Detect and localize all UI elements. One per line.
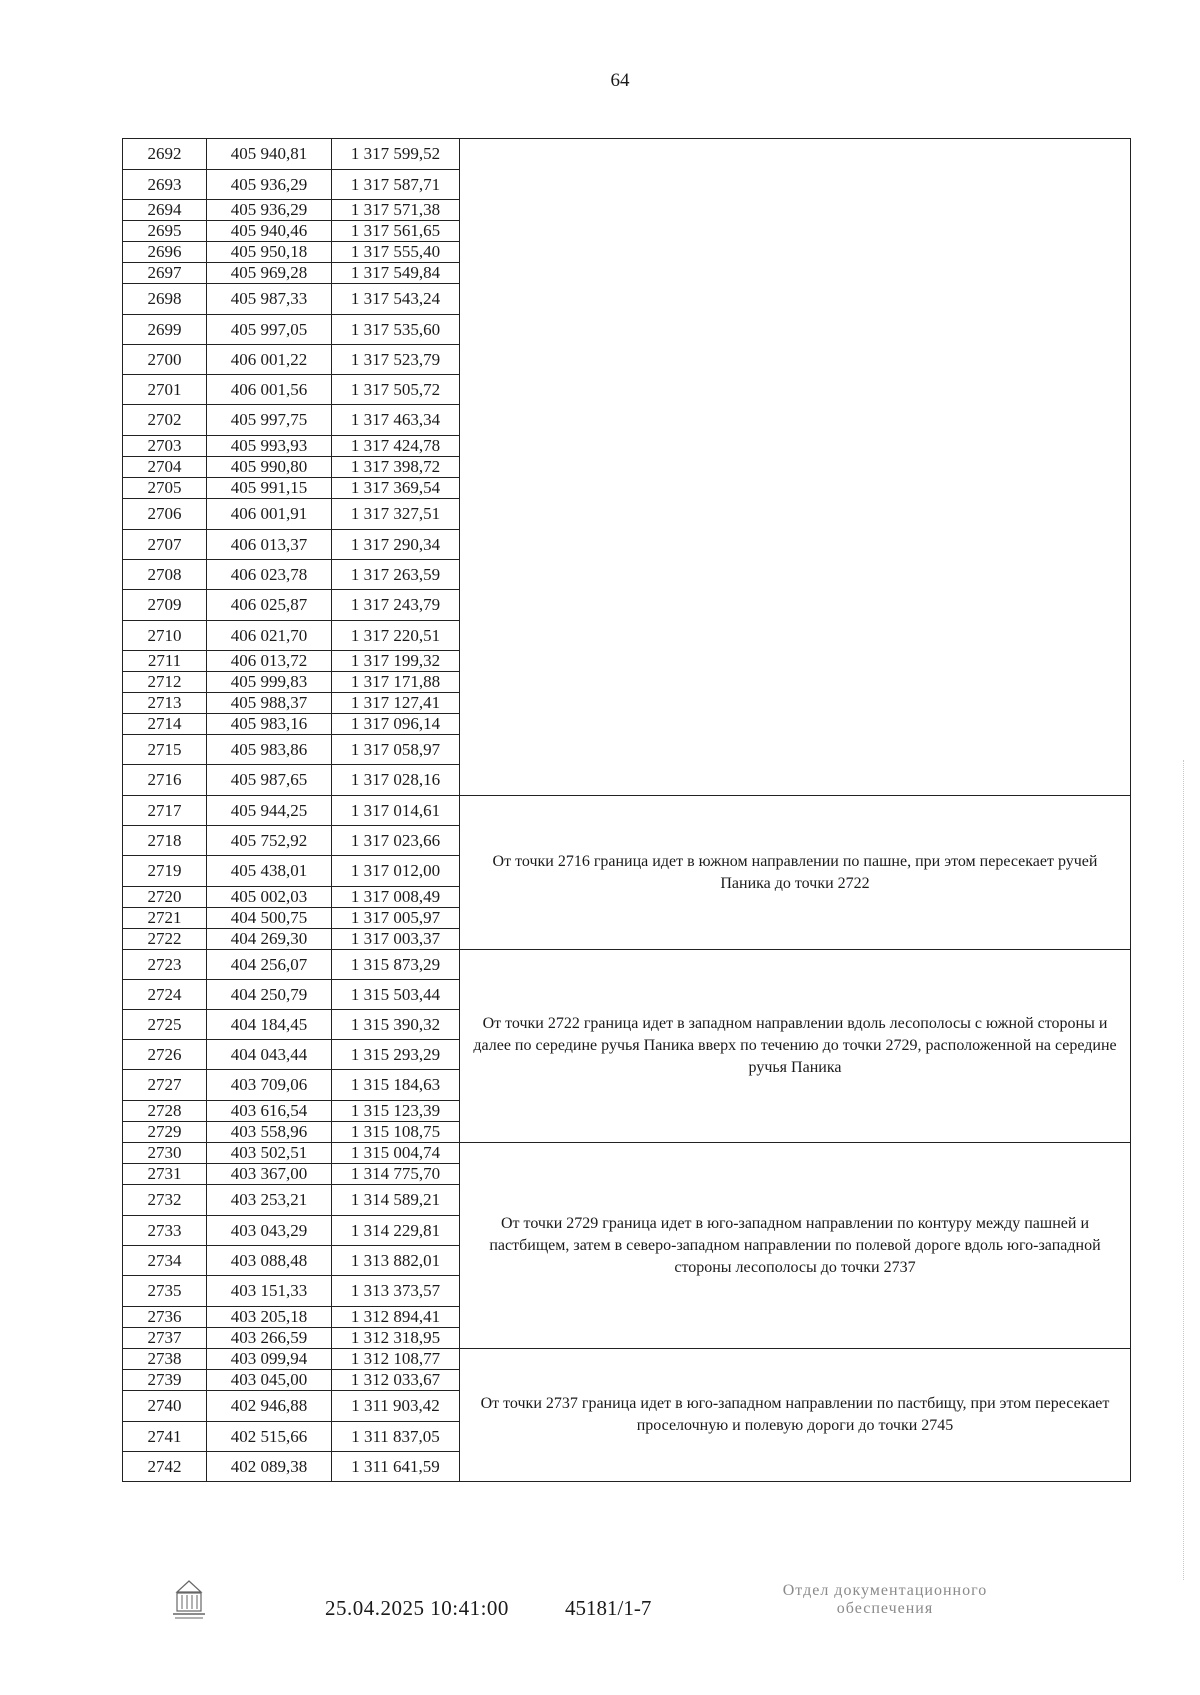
x-coordinate-cell: 403 616,54 [207,1101,332,1122]
x-coordinate-cell: 403 045,00 [207,1370,332,1391]
y-coordinate-cell: 1 317 571,38 [332,200,460,221]
table-row [123,139,1131,170]
coordinates-table-body [123,139,1131,1482]
y-coordinate-cell: 1 314 589,21 [332,1185,460,1216]
y-coordinate-cell: 1 314 229,81 [332,1216,460,1246]
x-coordinate-cell: 405 940,81 [207,139,332,170]
boundary-description-cell: От точки 2716 граница идет в южном направлении по пашне, при этом пересекает ручей Паника до точки 2722 [460,796,1131,950]
x-coordinate-cell: 405 438,01 [207,856,332,887]
table-row [123,1349,1131,1370]
stamp-datetime: 25.04.2025 10:41:00 [325,1596,509,1620]
x-coordinate-cell: 404 184,45 [207,1010,332,1040]
point-number-cell: 2738 [123,1349,207,1370]
y-coordinate-cell: 1 317 003,37 [332,929,460,950]
y-coordinate-cell: 1 317 263,59 [332,560,460,590]
point-number-cell: 2715 [123,735,207,765]
y-coordinate-cell: 1 317 096,14 [332,714,460,735]
x-coordinate-cell: 406 013,37 [207,530,332,560]
y-coordinate-cell: 1 317 463,34 [332,405,460,436]
y-coordinate-cell: 1 317 023,66 [332,826,460,856]
x-coordinate-cell: 405 987,65 [207,765,332,796]
x-coordinate-cell: 405 990,80 [207,457,332,478]
x-coordinate-cell: 406 013,72 [207,651,332,672]
y-coordinate-cell: 1 317 369,54 [332,478,460,499]
y-coordinate-cell: 1 317 549,84 [332,263,460,284]
y-coordinate-cell: 1 315 503,44 [332,980,460,1010]
y-coordinate-cell: 1 315 108,75 [332,1122,460,1143]
y-coordinate-cell: 1 317 555,40 [332,242,460,263]
x-coordinate-cell: 404 256,07 [207,950,332,980]
x-coordinate-cell: 405 993,93 [207,436,332,457]
point-number-cell: 2721 [123,908,207,929]
y-coordinate-cell: 1 317 171,88 [332,672,460,693]
x-coordinate-cell: 405 969,28 [207,263,332,284]
point-number-cell: 2696 [123,242,207,263]
y-coordinate-cell: 1 312 108,77 [332,1349,460,1370]
x-coordinate-cell: 404 043,44 [207,1040,332,1070]
point-number-cell: 2694 [123,200,207,221]
x-coordinate-cell: 403 266,59 [207,1328,332,1349]
y-coordinate-cell: 1 313 882,01 [332,1246,460,1276]
x-coordinate-cell: 405 983,86 [207,735,332,765]
point-number-cell: 2742 [123,1452,207,1482]
x-coordinate-cell: 405 987,33 [207,284,332,315]
empty-description-cell [460,139,1131,796]
y-coordinate-cell: 1 314 775,70 [332,1164,460,1185]
point-number-cell: 2726 [123,1040,207,1070]
y-coordinate-cell: 1 315 293,29 [332,1040,460,1070]
y-coordinate-cell: 1 311 837,05 [332,1422,460,1452]
y-coordinate-cell: 1 315 390,32 [332,1010,460,1040]
point-number-cell: 2701 [123,375,207,405]
y-coordinate-cell: 1 317 127,41 [332,693,460,714]
x-coordinate-cell: 405 997,05 [207,315,332,345]
boundary-description-cell: От точки 2722 граница идет в западном направлении вдоль лесополосы с южной стороны и далее по середине ручья Паника вверх по течению до точки 2729, расположенной на середине ручья Паника [460,950,1131,1143]
x-coordinate-cell: 406 025,87 [207,590,332,621]
x-coordinate-cell: 403 367,00 [207,1164,332,1185]
x-coordinate-cell: 404 500,75 [207,908,332,929]
point-number-cell: 2722 [123,929,207,950]
point-number-cell: 2705 [123,478,207,499]
point-number-cell: 2730 [123,1143,207,1164]
table-row [123,796,1131,826]
point-number-cell: 2711 [123,651,207,672]
point-number-cell: 2724 [123,980,207,1010]
x-coordinate-cell: 403 502,51 [207,1143,332,1164]
x-coordinate-cell: 403 709,06 [207,1070,332,1101]
x-coordinate-cell: 405 997,75 [207,405,332,436]
point-number-cell: 2708 [123,560,207,590]
y-coordinate-cell: 1 317 535,60 [332,315,460,345]
y-coordinate-cell: 1 317 587,71 [332,170,460,200]
y-coordinate-cell: 1 317 008,49 [332,887,460,908]
point-number-cell: 2727 [123,1070,207,1101]
point-number-cell: 2693 [123,170,207,200]
y-coordinate-cell: 1 313 373,57 [332,1276,460,1307]
point-number-cell: 2702 [123,405,207,436]
x-coordinate-cell: 406 001,91 [207,499,332,530]
department-stamp: Отдел документационного обеспечения [782,1582,988,1617]
point-number-cell: 2733 [123,1216,207,1246]
y-coordinate-cell: 1 317 543,24 [332,284,460,315]
point-number-cell: 2732 [123,1185,207,1216]
y-coordinate-cell: 1 315 004,74 [332,1143,460,1164]
x-coordinate-cell: 406 021,70 [207,621,332,651]
point-number-cell: 2729 [123,1122,207,1143]
scan-edge-marks [1183,760,1186,1580]
x-coordinate-cell: 403 088,48 [207,1246,332,1276]
y-coordinate-cell: 1 317 523,79 [332,345,460,375]
point-number-cell: 2697 [123,263,207,284]
page-number: 64 [610,70,630,91]
point-number-cell: 2716 [123,765,207,796]
x-coordinate-cell: 405 936,29 [207,200,332,221]
point-number-cell: 2737 [123,1328,207,1349]
x-coordinate-cell: 405 002,03 [207,887,332,908]
point-number-cell: 2739 [123,1370,207,1391]
point-number-cell: 2725 [123,1010,207,1040]
y-coordinate-cell: 1 317 290,34 [332,530,460,560]
x-coordinate-cell: 405 999,83 [207,672,332,693]
coordinates-table [122,138,1131,1482]
x-coordinate-cell: 406 001,56 [207,375,332,405]
point-number-cell: 2707 [123,530,207,560]
document-code: 45181/1-7 [565,1596,652,1620]
point-number-cell: 2728 [123,1101,207,1122]
point-number-cell: 2710 [123,621,207,651]
x-coordinate-cell: 403 558,96 [207,1122,332,1143]
point-number-cell: 2741 [123,1422,207,1452]
point-number-cell: 2740 [123,1391,207,1422]
x-coordinate-cell: 406 023,78 [207,560,332,590]
y-coordinate-cell: 1 317 058,97 [332,735,460,765]
x-coordinate-cell: 403 205,18 [207,1307,332,1328]
y-coordinate-cell: 1 312 318,95 [332,1328,460,1349]
y-coordinate-cell: 1 315 123,39 [332,1101,460,1122]
point-number-cell: 2723 [123,950,207,980]
y-coordinate-cell: 1 317 424,78 [332,436,460,457]
y-coordinate-cell: 1 312 033,67 [332,1370,460,1391]
point-number-cell: 2699 [123,315,207,345]
point-number-cell: 2718 [123,826,207,856]
point-number-cell: 2692 [123,139,207,170]
table-row [123,1143,1131,1164]
point-number-cell: 2704 [123,457,207,478]
x-coordinate-cell: 403 151,33 [207,1276,332,1307]
point-number-cell: 2700 [123,345,207,375]
archive-building-icon [170,1578,208,1622]
point-number-cell: 2719 [123,856,207,887]
point-number-cell: 2698 [123,284,207,315]
x-coordinate-cell: 402 515,66 [207,1422,332,1452]
table-row [123,950,1131,980]
y-coordinate-cell: 1 317 599,52 [332,139,460,170]
point-number-cell: 2713 [123,693,207,714]
y-coordinate-cell: 1 315 184,63 [332,1070,460,1101]
y-coordinate-cell: 1 317 243,79 [332,590,460,621]
y-coordinate-cell: 1 317 028,16 [332,765,460,796]
x-coordinate-cell: 405 983,16 [207,714,332,735]
x-coordinate-cell: 403 043,29 [207,1216,332,1246]
y-coordinate-cell: 1 317 005,97 [332,908,460,929]
point-number-cell: 2714 [123,714,207,735]
y-coordinate-cell: 1 317 014,61 [332,796,460,826]
x-coordinate-cell: 405 940,46 [207,221,332,242]
y-coordinate-cell: 1 317 220,51 [332,621,460,651]
point-number-cell: 2734 [123,1246,207,1276]
y-coordinate-cell: 1 317 561,65 [332,221,460,242]
boundary-description-cell: От точки 2729 граница идет в юго-западном направлении по контуру между пашней и пастбищем, затем в северо-западном направлении по полевой дороге вдоль юго-западной стороны лесополосы до точки 2737 [460,1143,1131,1349]
x-coordinate-cell: 405 944,25 [207,796,332,826]
y-coordinate-cell: 1 312 894,41 [332,1307,460,1328]
point-number-cell: 2717 [123,796,207,826]
point-number-cell: 2703 [123,436,207,457]
x-coordinate-cell: 403 253,21 [207,1185,332,1216]
point-number-cell: 2736 [123,1307,207,1328]
x-coordinate-cell: 402 946,88 [207,1391,332,1422]
y-coordinate-cell: 1 317 327,51 [332,499,460,530]
x-coordinate-cell: 405 988,37 [207,693,332,714]
x-coordinate-cell: 403 099,94 [207,1349,332,1370]
point-number-cell: 2695 [123,221,207,242]
point-number-cell: 2731 [123,1164,207,1185]
boundary-description-cell: От точки 2737 граница идет в юго-западном направлении по пастбищу, при этом пересекает проселочную и полевую дороги до точки 2745 [460,1349,1131,1482]
y-coordinate-cell: 1 311 903,42 [332,1391,460,1422]
point-number-cell: 2706 [123,499,207,530]
x-coordinate-cell: 406 001,22 [207,345,332,375]
x-coordinate-cell: 404 269,30 [207,929,332,950]
y-coordinate-cell: 1 317 398,72 [332,457,460,478]
y-coordinate-cell: 1 317 012,00 [332,856,460,887]
point-number-cell: 2735 [123,1276,207,1307]
x-coordinate-cell: 405 991,15 [207,478,332,499]
x-coordinate-cell: 405 752,92 [207,826,332,856]
y-coordinate-cell: 1 317 199,32 [332,651,460,672]
x-coordinate-cell: 405 950,18 [207,242,332,263]
point-number-cell: 2712 [123,672,207,693]
y-coordinate-cell: 1 311 641,59 [332,1452,460,1482]
x-coordinate-cell: 402 089,38 [207,1452,332,1482]
x-coordinate-cell: 404 250,79 [207,980,332,1010]
point-number-cell: 2720 [123,887,207,908]
y-coordinate-cell: 1 317 505,72 [332,375,460,405]
x-coordinate-cell: 405 936,29 [207,170,332,200]
y-coordinate-cell: 1 315 873,29 [332,950,460,980]
point-number-cell: 2709 [123,590,207,621]
